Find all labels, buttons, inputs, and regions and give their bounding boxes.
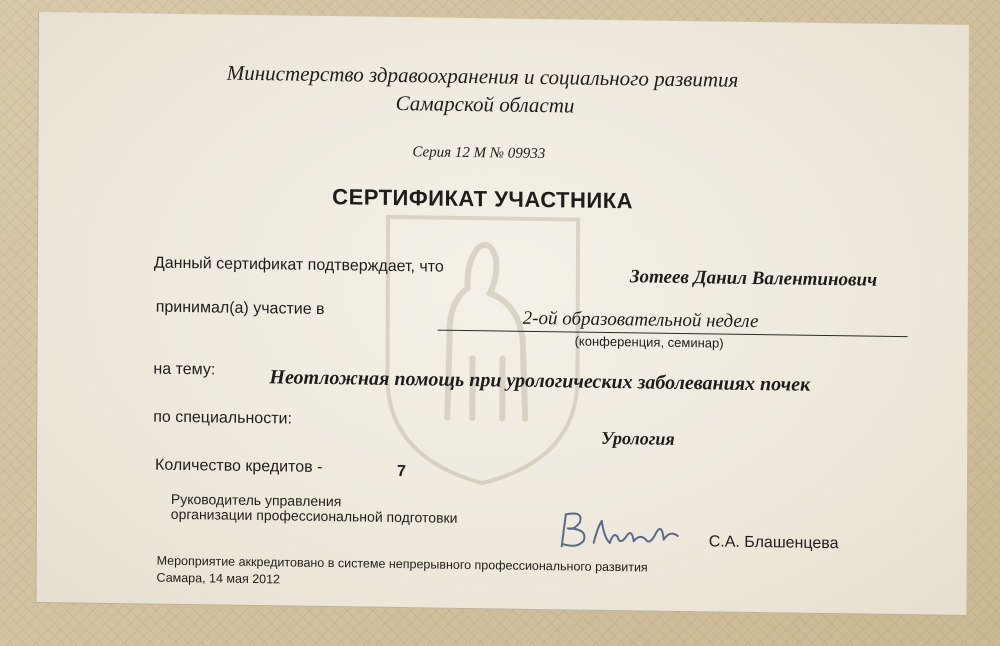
specialty: Урология xyxy=(601,427,675,449)
head-title-line2: организации профессиональной подготовки xyxy=(170,505,458,526)
participated-text: принимал(а) участие в xyxy=(155,298,325,319)
head-title-line1: Руководитель управления xyxy=(170,490,342,510)
topic: Неотложная помощь при урологических заболеваниях почек xyxy=(269,366,811,396)
event-name: 2-ой образовательной неделе xyxy=(522,307,759,333)
handwritten-signature xyxy=(554,506,689,553)
ministry-name: Министерство здравоохранения и социального развития xyxy=(226,60,739,92)
certificate-title: СЕРТИФИКАТ УЧАСТНИКА xyxy=(332,184,634,214)
certificate-series: Серия 12 М № 09933 xyxy=(412,144,546,163)
certificate-paper xyxy=(35,12,969,616)
region-name: Самарской области xyxy=(395,90,575,118)
head-title xyxy=(171,492,458,526)
goat-emblem-watermark xyxy=(377,207,588,490)
specialty-label: по специальности: xyxy=(153,408,292,428)
participant-name: Зотеев Данил Валентинович xyxy=(629,266,878,291)
credits-label: Количество кредитов - xyxy=(154,456,323,476)
event-hint: (конференция, семинар) xyxy=(574,333,724,351)
confirm-text: Данный сертификат подтверждает, что xyxy=(153,254,444,276)
topic-label: на тему: xyxy=(153,360,216,379)
signer-name: С.А. Блашенцева xyxy=(708,533,839,553)
city-date: Самара, 14 мая 2012 xyxy=(156,570,281,587)
accreditation-note: Мероприятие аккредитовано в системе непрерывного профессионального развития xyxy=(156,553,648,575)
credits-value: 7 xyxy=(396,463,406,481)
